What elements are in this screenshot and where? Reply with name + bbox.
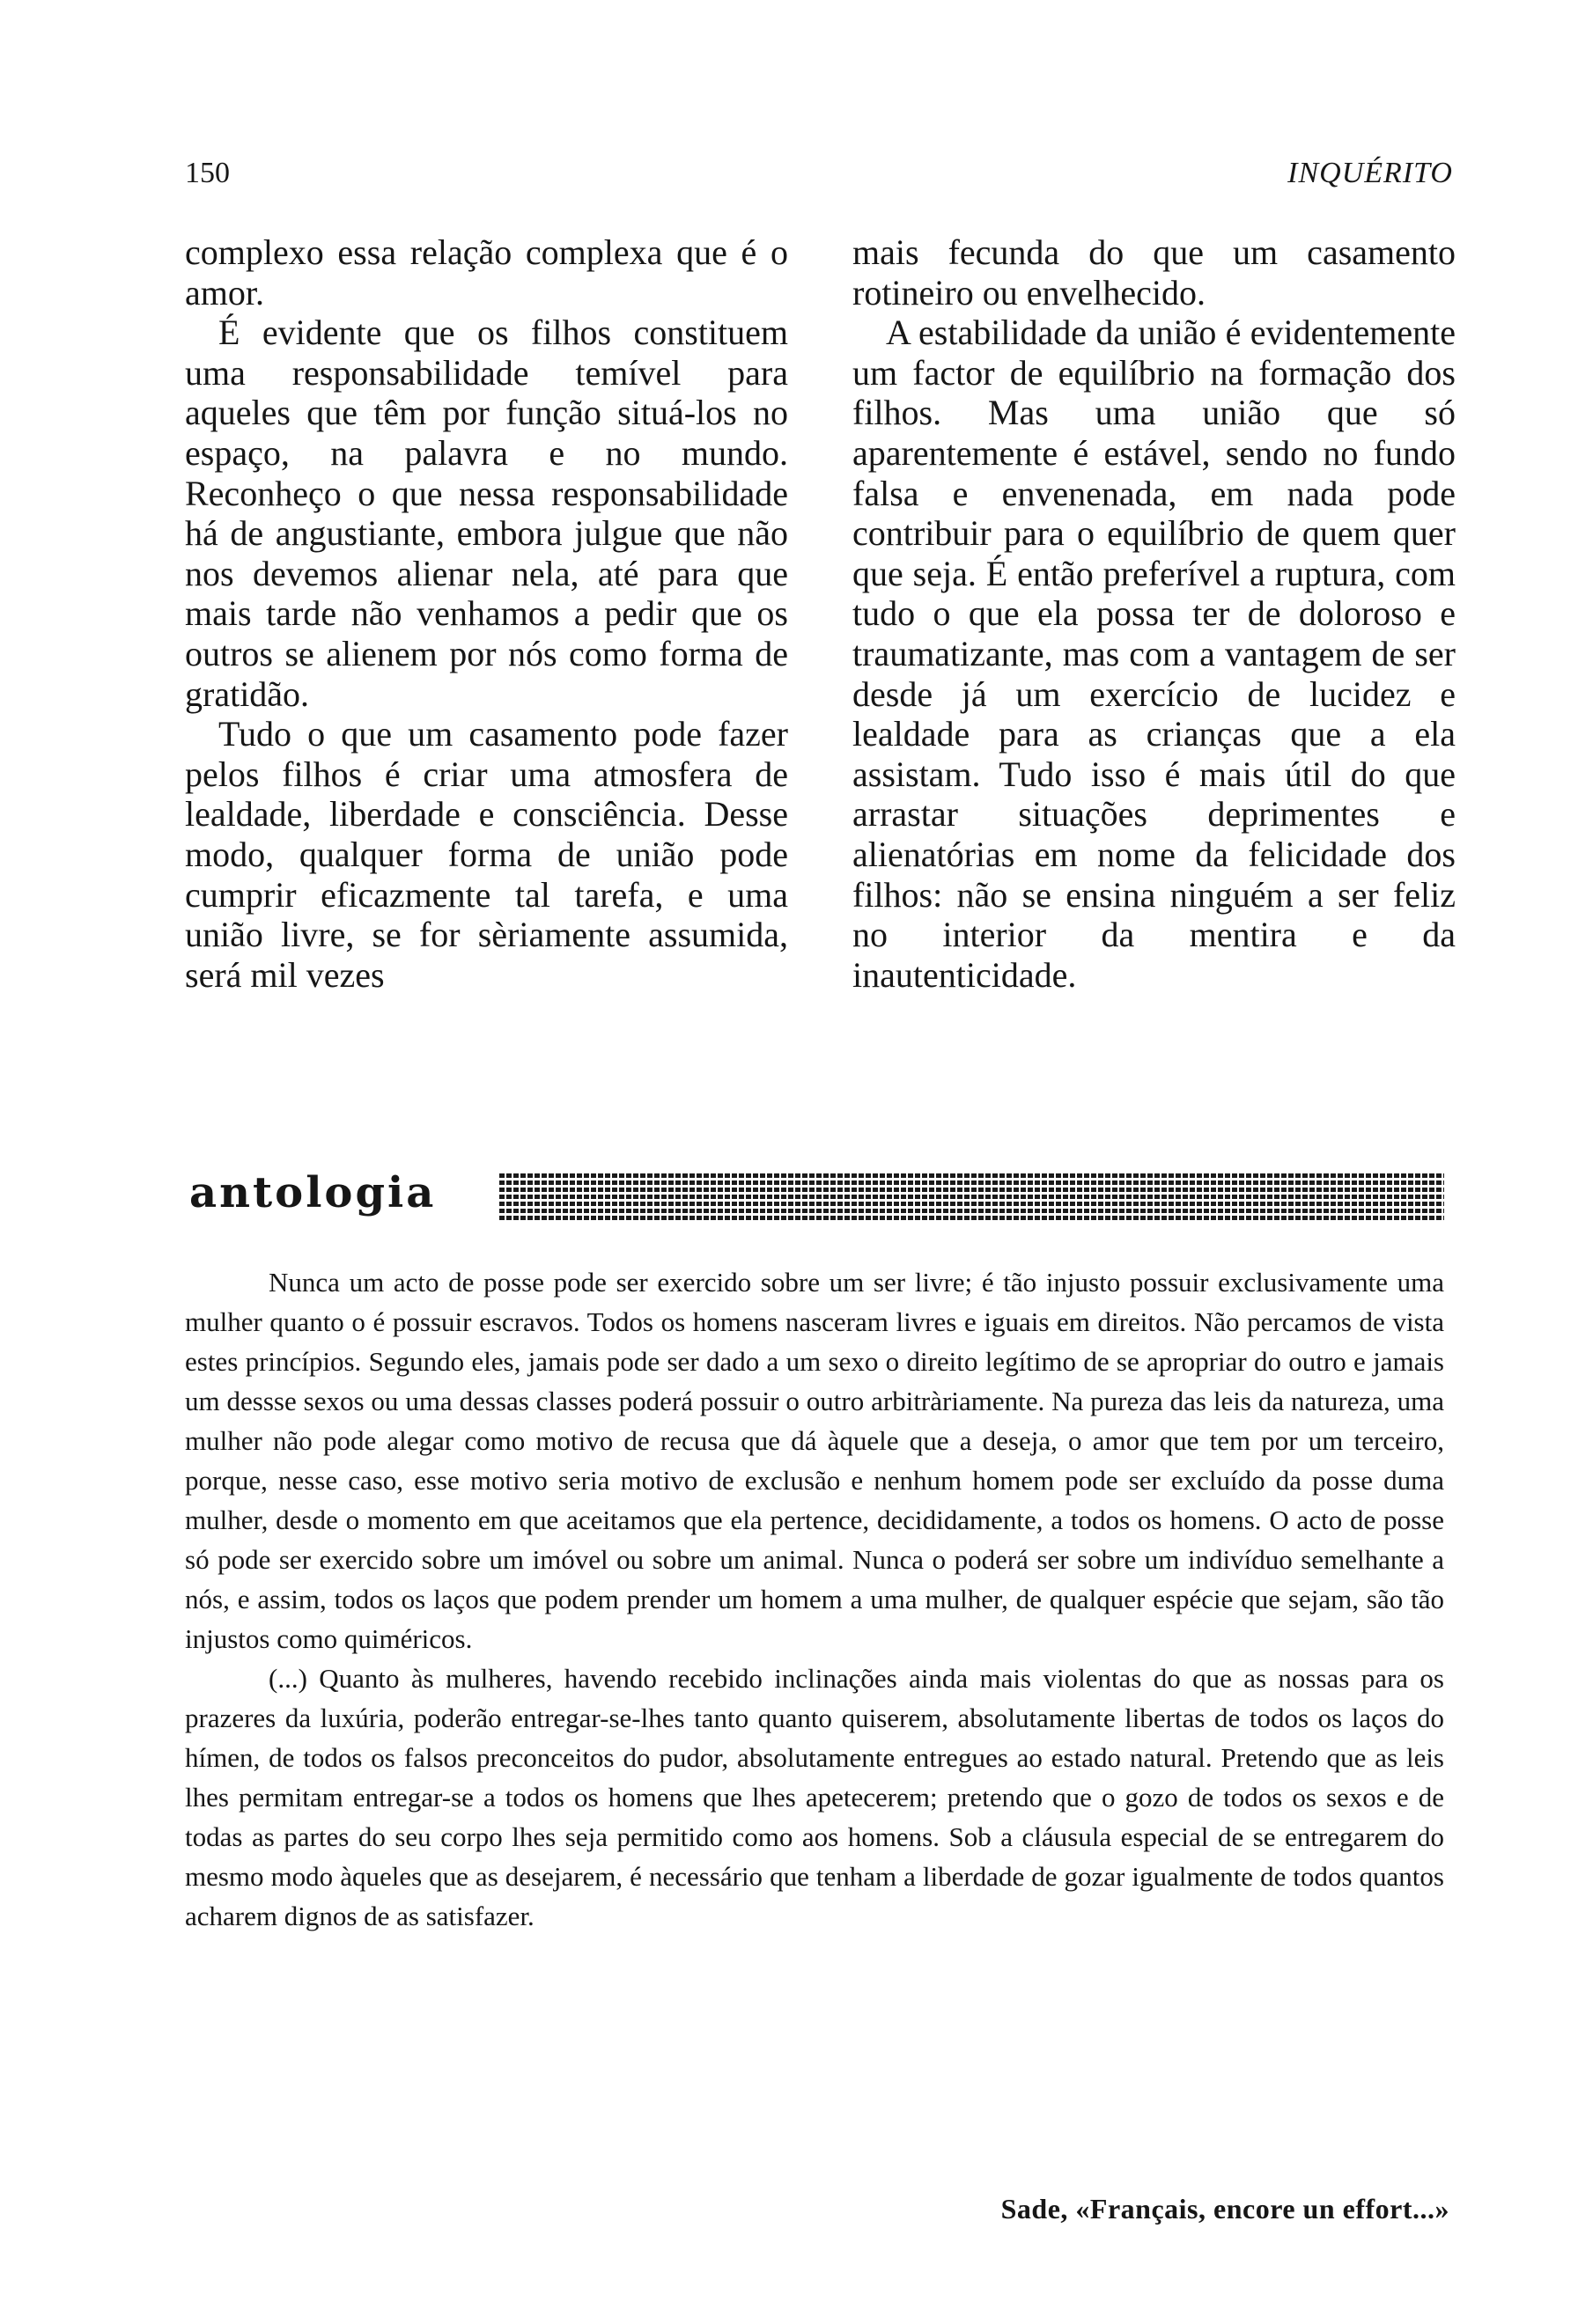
left-paragraph-2: É evidente que os filhos constituem uma responsabilidade temível para aqueles que têm por função situá-los no espaço, na palavra e no mundo. Reconheço o que nessa responsabilidade há de angustiante, embora julgue que não nos devemos alienar nela, até para que mais tarde não venhamos a pedir que os outros se alienem por nós como forma de gratidão. bbox=[185, 313, 788, 714]
anthology-heading bbox=[189, 1162, 1444, 1224]
attribution: Sade, «Français, encore un effort...» bbox=[1000, 2193, 1449, 2225]
page-number: 150 bbox=[185, 157, 230, 189]
right-paragraph-2: A estabilidade da união é evidentemente um factor de equilíbrio na formação dos filhos. Mas uma união que só aparentemente é estável, sendo no fundo falsa e envenenada, em nada pode contribuir para o equilíbrio de quem quer que seja. É então preferível a ruptura, com tudo o que ela possa ter de doloroso e traumatizante, mas com a vantagem de ser desde já um exercício de lucidez e lealdade para as crianças que a ela assistam. Tudo isso é mais útil do que arrastar situações deprimentes e alienatórias em nome da felicidade dos filhos: não se ensina ninguém a ser feliz no interior da mentira e da inautenticidade. bbox=[852, 313, 1456, 995]
left-column bbox=[185, 232, 788, 995]
anthology-paragraph-2: (...) Quanto às mulheres, havendo recebido inclinações ainda mais violentas do que as nossas para os prazeres da luxúria, poderão entregar-se-lhes tanto quanto quiserem, absolutamente libertas de todos os laços do hímen, de todos os falsos preconceitos do pudor, absolutamente entregues ao estado natural. Pretendo que as leis lhes permitam entregar-se a todos os homens que lhes apetecerem; pretendo que o gozo de todos os sexos e de todas as partes do seu corpo lhes seja permitido como aos homens. Sob a cláusula especial de se entregarem do mesmo modo àqueles que as desejarem, é necessário que tenham a liberdade de gozar igualmente de todos quantos acharem dignos de as satisfazer. bbox=[185, 1663, 1444, 1931]
section-title: antologia bbox=[189, 1168, 437, 1217]
left-paragraph-1: complexo essa relação complexa que é o amor. bbox=[185, 232, 788, 313]
anthology-text bbox=[185, 1262, 1444, 1936]
anthology-paragraph-1: Nunca um acto de posse pode ser exercido sobre um ser livre; é tão injusto possuir exclusivamente uma mulher quanto o é possuir escravos. Todos os homens nasceram livres e iguais em direitos. Não percamos de vista estes princípios. Segundo eles, jamais pode ser dado a um sexo o direito legítimo de se apropriar do outro e jamais um dessse sexos ou uma dessas classes poderá possuir o outro arbitràriamente. Na pureza das leis da natureza, uma mulher não pode alegar como motivo de recusa que dá àquele que a deseja, o amor que tem por um terceiro, porque, nesse caso, esse motivo seria motivo de exclusão e nenhum homem pode ser excluído da posse duma mulher, desde o momento em que aceitamos que ela pertence, decididamente, a todos os homens. O acto de posse só pode ser exercido sobre um imóvel ou sobre um animal. Nunca o poderá ser sobre um indivíduo semelhante a nós, e assim, todos os laços que podem prender um homem a uma mulher, de qualquer espécie que sejam, são tão injustos como quiméricos. bbox=[185, 1267, 1444, 1654]
left-paragraph-3: Tudo o que um casamento pode fazer pelos filhos é criar uma atmosfera de lealdade, liberdade e consciência. Desse modo, qualquer forma de união pode cumprir eficazmente tal tarefa, e uma união livre, se for sèriamente assumida, será mil vezes bbox=[185, 714, 788, 995]
running-head: INQUÉRITO bbox=[1287, 157, 1453, 189]
right-column bbox=[852, 232, 1456, 995]
page-header bbox=[185, 151, 1453, 195]
decorative-rule bbox=[498, 1171, 1444, 1220]
right-paragraph-1: mais fecunda do que um casamento rotineiro ou envelhecido. bbox=[852, 232, 1456, 313]
